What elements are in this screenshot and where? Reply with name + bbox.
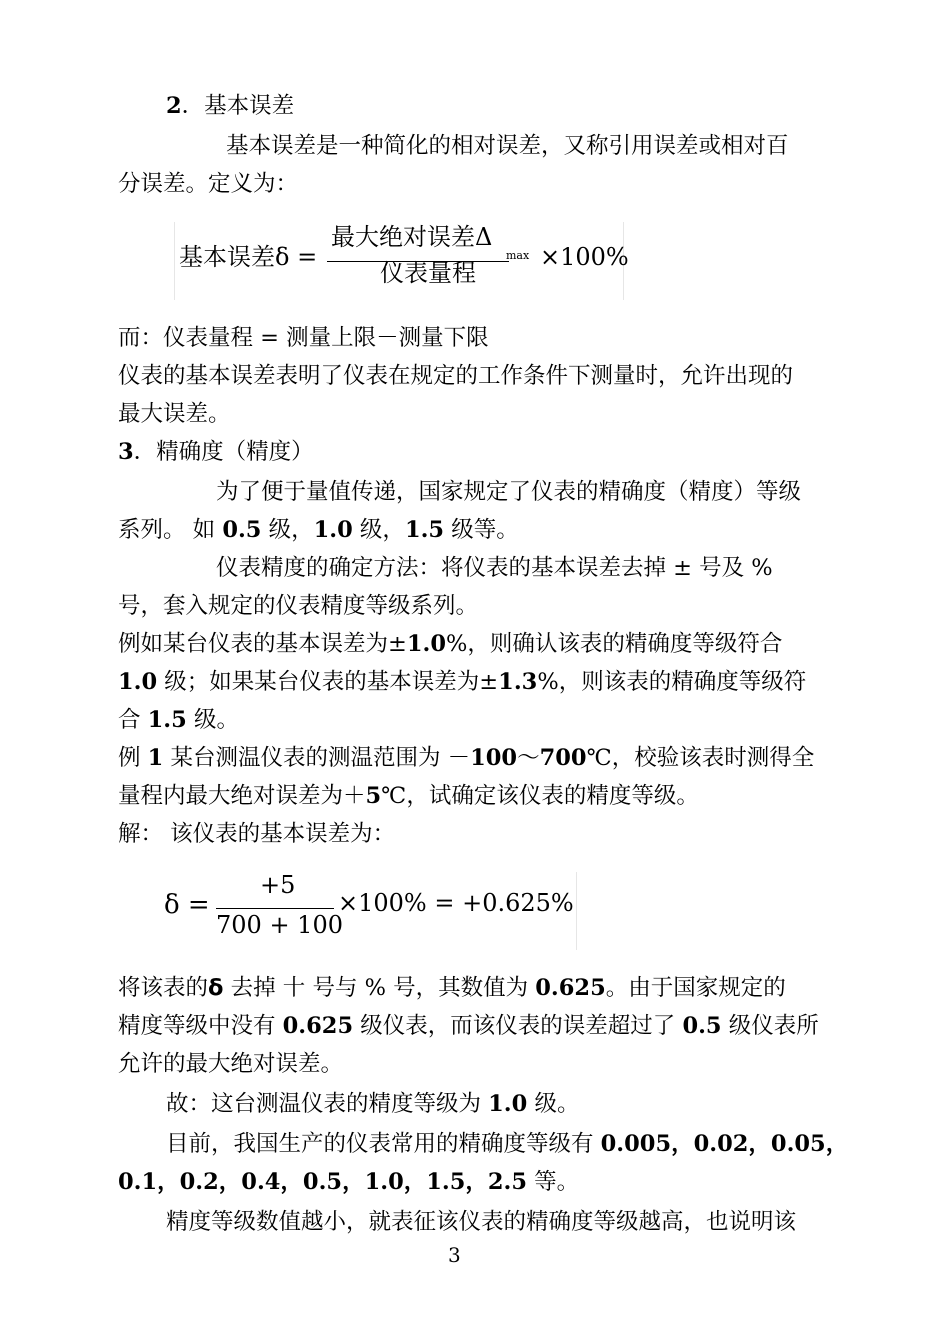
formula-example (150, 872, 577, 950)
paragraph-line: 精度等级数值越小，就表征该仪表的精确度等级越高，也说明该 (166, 1209, 797, 1235)
formula-result: ×100% = +0.625% (338, 889, 574, 917)
formula-basic-error (174, 222, 629, 300)
paragraph-line: 号，套入规定的仪表精度等级系列。 (118, 593, 479, 619)
section-2-title: ．基本误差 (181, 93, 295, 119)
formula-numerator: 最大绝对误差Δ (331, 223, 493, 251)
section-3-number: 3 (118, 439, 134, 465)
formula-denominator: 仪表量程 (380, 259, 476, 287)
paragraph-line: 0.1，0.2，0.4，0.5，1.0，1.5，2.5 等。 (118, 1169, 580, 1195)
section-3-title: ．精确度（精度） (133, 439, 314, 465)
paragraph-line: 合 1.5 级。 (118, 707, 239, 733)
section-3-heading (118, 436, 833, 468)
paragraph-line: 将该表的δ 去掉 十 号与 % 号，其数值为 0.625。由于国家规定的 (118, 975, 786, 1001)
paragraph-line: 例如某台仪表的基本误差为±1.0%，则确认该表的精确度等级符合 (118, 631, 783, 657)
paragraph-line: 允许的最大绝对误差。 (118, 1051, 344, 1077)
fraction-bar (216, 908, 334, 909)
paragraph-line: 1.0 级；如果某台仪表的基本误差为±1.3%，则该表的精确度等级符 (118, 669, 807, 695)
paragraph-line: 分误差。定义为： (118, 171, 299, 197)
formula-prefix: 基本误差δ = (179, 243, 318, 271)
formula-numerator: +5 (260, 871, 296, 899)
paragraph-line: 而：仪表量程 = 测量上限－测量下限 (118, 325, 489, 351)
formula-denominator: 700 + 100 (216, 911, 343, 939)
paragraph-line: 基本误差是一种简化的相对误差，又称引用误差或相对百 (226, 133, 789, 159)
formula-suffix: ×100% (540, 243, 629, 271)
section-2-heading (166, 90, 881, 122)
paragraph-line: 最大误差。 (118, 401, 231, 427)
paragraph-line: 仪表的基本误差表明了仪表在规定的工作条件下测量时，允许出现的 (118, 363, 794, 389)
paragraph-line: 仪表精度的确定方法：将仪表的基本误差去掉 ± 号及 % (216, 555, 773, 581)
section-2-number: 2 (166, 93, 182, 119)
example-line: 例 1 某台测温仪表的测温范围为 －100～700℃，校验该表时测得全 (118, 745, 815, 771)
formula-subscript: max (506, 249, 530, 262)
paragraph-line: 故：这台测温仪表的精度等级为 1.0 级。 (166, 1091, 580, 1117)
example-line: 量程内最大绝对误差为＋5℃，试确定该仪表的精度等级。 (118, 783, 699, 809)
formula-delta: δ = (164, 890, 210, 920)
paragraph-line: 为了便于量值传递，国家规定了仪表的精确度（精度）等级 (216, 479, 802, 505)
paragraph-line: 精度等级中没有 0.625 级仪表，而该仪表的误差超过了 0.5 级仪表所 (118, 1013, 819, 1039)
paragraph-line: 目前，我国生产的仪表常用的精确度等级有 0.005，0.02，0.05， (166, 1131, 849, 1157)
solution-line: 解： 该仪表的基本误差为： (118, 821, 396, 847)
page-number: 3 (448, 1243, 461, 1267)
paragraph-line: 系列。 如 0.5 级，1.0 级，1.5 级等。 (118, 517, 519, 543)
